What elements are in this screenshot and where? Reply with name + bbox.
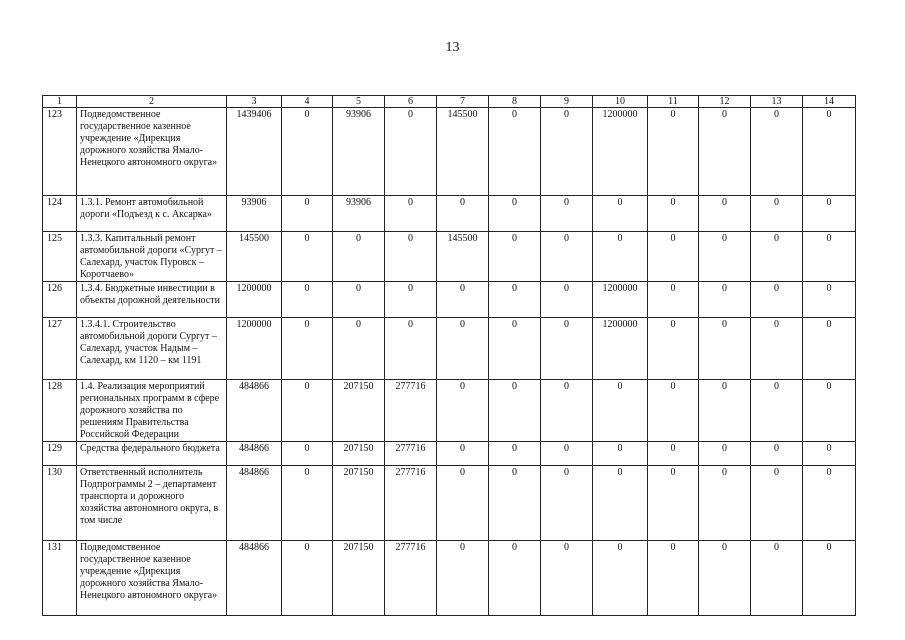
value-cell: 1200000 xyxy=(227,318,282,380)
table-row xyxy=(43,196,856,232)
value-cell: 0 xyxy=(282,282,333,318)
row-number: 131 xyxy=(43,541,77,616)
row-name: Подведомственное государственное казенное учреждение «Дирекция дорожного хозяйства Ямало-Ненецкого автономного округа» xyxy=(77,108,227,196)
value-cell: 0 xyxy=(593,541,648,616)
value-cell: 0 xyxy=(437,318,489,380)
value-cell: 0 xyxy=(648,108,699,196)
value-cell: 0 xyxy=(803,442,856,466)
value-cell: 0 xyxy=(803,541,856,616)
row-number: 128 xyxy=(43,380,77,442)
value-cell: 1200000 xyxy=(593,282,648,318)
value-cell: 0 xyxy=(751,442,803,466)
page-number: 13 xyxy=(445,40,460,55)
table-row xyxy=(43,541,856,616)
value-cell: 0 xyxy=(541,380,593,442)
value-cell: 0 xyxy=(751,232,803,282)
value-cell: 0 xyxy=(648,380,699,442)
row-number: 123 xyxy=(43,108,77,196)
value-cell: 207150 xyxy=(333,541,385,616)
value-cell: 0 xyxy=(489,442,541,466)
value-cell: 0 xyxy=(541,196,593,232)
value-cell: 0 xyxy=(489,318,541,380)
table-row xyxy=(43,232,856,282)
value-cell: 1439406 xyxy=(227,108,282,196)
table-row xyxy=(43,442,856,466)
value-cell: 0 xyxy=(751,108,803,196)
value-cell: 0 xyxy=(648,232,699,282)
value-cell: 0 xyxy=(385,232,437,282)
value-cell: 0 xyxy=(282,442,333,466)
column-header: 4 xyxy=(282,96,333,108)
value-cell: 484866 xyxy=(227,442,282,466)
row-number: 127 xyxy=(43,318,77,380)
value-cell: 0 xyxy=(541,282,593,318)
table-row xyxy=(43,380,856,442)
table-row xyxy=(43,466,856,541)
value-cell: 0 xyxy=(282,541,333,616)
value-cell: 0 xyxy=(751,282,803,318)
value-cell: 0 xyxy=(489,380,541,442)
column-header: 3 xyxy=(227,96,282,108)
value-cell: 0 xyxy=(385,108,437,196)
value-cell: 0 xyxy=(489,466,541,541)
value-cell: 0 xyxy=(437,196,489,232)
column-header: 8 xyxy=(489,96,541,108)
value-cell: 0 xyxy=(803,196,856,232)
row-number: 125 xyxy=(43,232,77,282)
value-cell: 0 xyxy=(699,380,751,442)
value-cell: 0 xyxy=(751,541,803,616)
value-cell: 0 xyxy=(699,541,751,616)
budget-table xyxy=(42,95,856,616)
column-header: 10 xyxy=(593,96,648,108)
value-cell: 0 xyxy=(593,196,648,232)
value-cell: 0 xyxy=(541,466,593,541)
value-cell: 0 xyxy=(699,442,751,466)
value-cell: 0 xyxy=(385,318,437,380)
value-cell: 0 xyxy=(751,318,803,380)
value-cell: 93906 xyxy=(333,196,385,232)
row-name: 1.3.3. Капитальный ремонт автомобильной дороги «Сургут – Салехард, участок Пуровск – Коротчаево» xyxy=(77,232,227,282)
column-header: 1 xyxy=(43,96,77,108)
row-name: Подведомственное государственное казенное учреждение «Дирекция дорожного хозяйства Ямало-Ненецкого автономного округа» xyxy=(77,541,227,616)
row-number: 126 xyxy=(43,282,77,318)
column-header: 9 xyxy=(541,96,593,108)
table-header xyxy=(43,96,856,108)
value-cell: 0 xyxy=(437,442,489,466)
value-cell: 0 xyxy=(699,108,751,196)
table-row xyxy=(43,318,856,380)
value-cell: 145500 xyxy=(437,108,489,196)
row-number: 129 xyxy=(43,442,77,466)
value-cell: 0 xyxy=(385,282,437,318)
value-cell: 0 xyxy=(437,282,489,318)
value-cell: 0 xyxy=(699,196,751,232)
value-cell: 1200000 xyxy=(593,318,648,380)
value-cell: 0 xyxy=(699,318,751,380)
value-cell: 0 xyxy=(648,541,699,616)
value-cell: 0 xyxy=(333,318,385,380)
value-cell: 0 xyxy=(541,541,593,616)
value-cell: 0 xyxy=(751,196,803,232)
value-cell: 0 xyxy=(593,380,648,442)
value-cell: 0 xyxy=(803,108,856,196)
value-cell: 277716 xyxy=(385,466,437,541)
row-name: 1.3.4. Бюджетные инвестиции в объекты дорожной деятельности xyxy=(77,282,227,318)
row-number: 130 xyxy=(43,466,77,541)
table-row xyxy=(43,108,856,196)
value-cell: 207150 xyxy=(333,380,385,442)
value-cell: 0 xyxy=(648,282,699,318)
table-body xyxy=(43,108,856,616)
value-cell: 0 xyxy=(648,466,699,541)
value-cell: 0 xyxy=(751,466,803,541)
value-cell: 0 xyxy=(593,466,648,541)
value-cell: 0 xyxy=(437,541,489,616)
value-cell: 0 xyxy=(282,232,333,282)
column-header: 2 xyxy=(77,96,227,108)
value-cell: 0 xyxy=(489,196,541,232)
row-name: 1.3.1. Ремонт автомобильной дороги «Подъезд к с. Аксарка» xyxy=(77,196,227,232)
column-header: 6 xyxy=(385,96,437,108)
value-cell: 0 xyxy=(648,196,699,232)
value-cell: 1200000 xyxy=(593,108,648,196)
header-row xyxy=(43,96,856,108)
value-cell: 0 xyxy=(333,282,385,318)
value-cell: 277716 xyxy=(385,442,437,466)
value-cell: 277716 xyxy=(385,541,437,616)
value-cell: 0 xyxy=(803,380,856,442)
value-cell: 0 xyxy=(648,318,699,380)
value-cell: 0 xyxy=(593,232,648,282)
column-header: 13 xyxy=(751,96,803,108)
value-cell: 0 xyxy=(541,442,593,466)
table-row xyxy=(43,282,856,318)
value-cell: 0 xyxy=(751,380,803,442)
value-cell: 0 xyxy=(437,380,489,442)
value-cell: 0 xyxy=(803,466,856,541)
row-name: 1.4. Реализация мероприятий региональных программ в сфере дорожного хозяйства по решениям Правительства Российской Федерации xyxy=(77,380,227,442)
value-cell: 484866 xyxy=(227,466,282,541)
value-cell: 145500 xyxy=(227,232,282,282)
value-cell: 0 xyxy=(803,282,856,318)
value-cell: 0 xyxy=(437,466,489,541)
value-cell: 0 xyxy=(541,318,593,380)
value-cell: 0 xyxy=(489,108,541,196)
value-cell: 0 xyxy=(489,282,541,318)
row-name: Ответственный исполнитель Подпрограммы 2 – департамент транспорта и дорожного хозяйства автономного округа, в том числе xyxy=(77,466,227,541)
value-cell: 0 xyxy=(385,196,437,232)
value-cell: 0 xyxy=(282,380,333,442)
row-name: 1.3.4.1. Строительство автомобильной дороги Сургут – Салехард, участок Надым – Салехард, км 1120 – км 1191 xyxy=(77,318,227,380)
value-cell: 0 xyxy=(541,108,593,196)
value-cell: 0 xyxy=(803,232,856,282)
value-cell: 145500 xyxy=(437,232,489,282)
value-cell: 0 xyxy=(593,442,648,466)
value-cell: 0 xyxy=(699,282,751,318)
value-cell: 484866 xyxy=(227,541,282,616)
value-cell: 0 xyxy=(489,232,541,282)
column-header: 5 xyxy=(333,96,385,108)
value-cell: 0 xyxy=(803,318,856,380)
value-cell: 0 xyxy=(282,196,333,232)
value-cell: 0 xyxy=(282,318,333,380)
column-header: 12 xyxy=(699,96,751,108)
value-cell: 0 xyxy=(489,541,541,616)
value-cell: 207150 xyxy=(333,466,385,541)
value-cell: 0 xyxy=(333,232,385,282)
column-header: 14 xyxy=(803,96,856,108)
value-cell: 277716 xyxy=(385,380,437,442)
value-cell: 0 xyxy=(541,232,593,282)
value-cell: 207150 xyxy=(333,442,385,466)
value-cell: 0 xyxy=(648,442,699,466)
value-cell: 93906 xyxy=(333,108,385,196)
value-cell: 0 xyxy=(282,466,333,541)
value-cell: 484866 xyxy=(227,380,282,442)
row-number: 124 xyxy=(43,196,77,232)
row-name: Средства федерального бюджета xyxy=(77,442,227,466)
column-header: 7 xyxy=(437,96,489,108)
value-cell: 0 xyxy=(699,466,751,541)
value-cell: 0 xyxy=(282,108,333,196)
column-header: 11 xyxy=(648,96,699,108)
value-cell: 93906 xyxy=(227,196,282,232)
value-cell: 0 xyxy=(699,232,751,282)
value-cell: 1200000 xyxy=(227,282,282,318)
